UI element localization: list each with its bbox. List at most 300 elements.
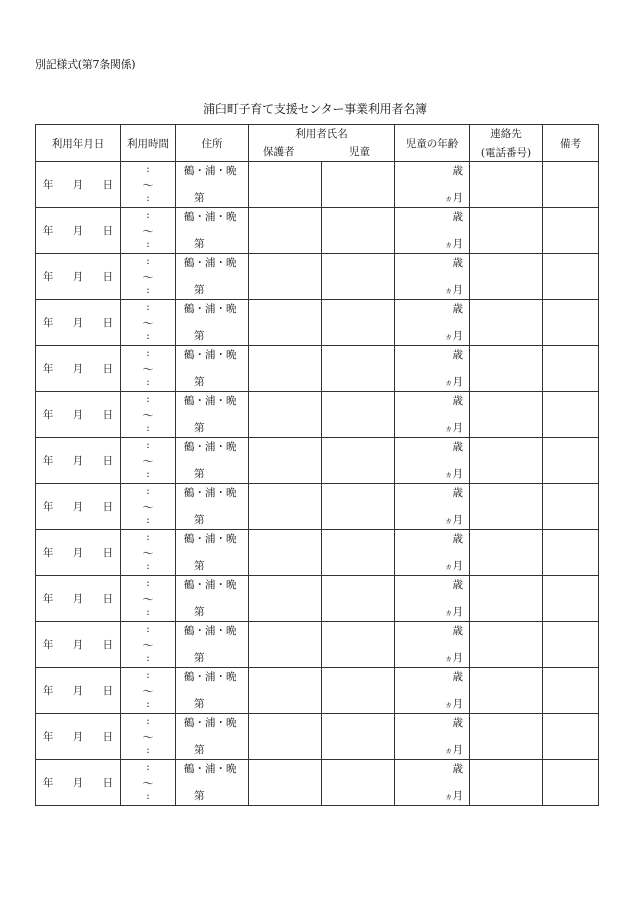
date-cell[interactable] <box>36 300 121 346</box>
month-label: 月 <box>72 777 84 789</box>
header-user-name: 利用者氏名 <box>249 125 395 142</box>
remarks-cell[interactable] <box>543 346 599 392</box>
age-cell[interactable] <box>395 484 470 530</box>
age-month-char: 月 <box>452 514 463 526</box>
address-cell[interactable] <box>176 622 249 668</box>
address-cell[interactable] <box>176 530 249 576</box>
address-number-label: 第 <box>194 468 205 480</box>
header-guardian: 保護者 <box>263 146 295 158</box>
age-months-label <box>445 604 464 619</box>
address-cell[interactable] <box>176 576 249 622</box>
age-years-label: 歳 <box>452 487 463 499</box>
day-label: 日 <box>102 685 114 697</box>
time-tilde: 〜 <box>142 179 154 192</box>
time-tilde: 〜 <box>142 271 154 284</box>
age-months-label <box>445 466 464 481</box>
time-end-colon: : <box>146 790 150 802</box>
age-cell[interactable] <box>395 392 470 438</box>
date-cell[interactable] <box>36 254 121 300</box>
age-month-char: 月 <box>452 238 463 250</box>
address-options: 鶴・浦・晩 <box>184 763 237 775</box>
time-tilde: 〜 <box>142 409 154 422</box>
address-options: 鶴・浦・晩 <box>184 211 237 223</box>
date-cell[interactable] <box>36 576 121 622</box>
time-tilde: 〜 <box>142 225 154 238</box>
age-month-char: 月 <box>452 376 463 388</box>
remarks-cell[interactable] <box>543 254 599 300</box>
contact-cell[interactable] <box>470 668 543 714</box>
register-row <box>36 760 599 806</box>
age-ka: ヵ <box>444 562 453 571</box>
time-end-colon: : <box>146 698 150 710</box>
age-ka: ヵ <box>444 608 453 617</box>
address-options: 鶴・浦・晩 <box>184 717 237 729</box>
contact-cell[interactable] <box>470 254 543 300</box>
address-number-label: 第 <box>194 284 205 296</box>
date-cell[interactable] <box>36 760 121 806</box>
year-label: 年 <box>42 731 54 743</box>
year-label: 年 <box>42 271 54 283</box>
age-years-label: 歳 <box>452 533 463 545</box>
time-cell[interactable] <box>121 162 176 208</box>
remarks-cell[interactable] <box>543 576 599 622</box>
remarks-cell[interactable] <box>543 484 599 530</box>
address-number-label: 第 <box>194 330 205 342</box>
register-row <box>36 622 599 668</box>
header-address: 住所 <box>176 125 249 162</box>
register-row <box>36 530 599 576</box>
remarks-cell[interactable] <box>543 530 599 576</box>
age-years-label: 歳 <box>452 671 463 683</box>
month-label: 月 <box>72 409 84 421</box>
age-ka: ヵ <box>444 470 453 479</box>
time-cell[interactable] <box>121 346 176 392</box>
time-cell[interactable] <box>121 438 176 484</box>
age-month-char: 月 <box>452 330 463 342</box>
address-options: 鶴・浦・晩 <box>184 533 237 545</box>
contact-cell[interactable] <box>470 346 543 392</box>
time-start-colon: : <box>146 669 150 681</box>
address-number-label: 第 <box>194 606 205 618</box>
month-label: 月 <box>72 639 84 651</box>
child-cell[interactable] <box>322 760 395 806</box>
child-cell[interactable] <box>322 300 395 346</box>
age-month-char: 月 <box>452 468 463 480</box>
age-months-label <box>445 282 464 297</box>
remarks-cell[interactable] <box>543 438 599 484</box>
month-label: 月 <box>72 685 84 697</box>
age-month-char: 月 <box>452 560 463 572</box>
time-end-colon: : <box>146 606 150 618</box>
guardian-cell[interactable] <box>249 576 322 622</box>
age-cell[interactable] <box>395 162 470 208</box>
header-child-age: 児童の年齢 <box>395 125 470 162</box>
address-number-label: 第 <box>194 422 205 434</box>
register-body <box>36 162 599 806</box>
header-name-subcells <box>249 141 395 162</box>
header-remarks: 備考 <box>543 125 599 162</box>
month-label: 月 <box>72 225 84 237</box>
address-options: 鶴・浦・晩 <box>184 625 237 637</box>
register-row <box>36 576 599 622</box>
age-months-label <box>445 788 464 803</box>
guardian-cell[interactable] <box>249 668 322 714</box>
day-label: 日 <box>102 501 114 513</box>
time-cell[interactable] <box>121 576 176 622</box>
contact-cell[interactable] <box>470 162 543 208</box>
guardian-cell[interactable] <box>249 346 322 392</box>
age-months-label <box>445 696 464 711</box>
age-years-label: 歳 <box>452 257 463 269</box>
child-cell[interactable] <box>322 162 395 208</box>
contact-cell[interactable] <box>470 714 543 760</box>
year-label: 年 <box>42 547 54 559</box>
year-label: 年 <box>42 409 54 421</box>
age-months-label <box>445 420 464 435</box>
guardian-cell[interactable] <box>249 622 322 668</box>
remarks-cell[interactable] <box>543 162 599 208</box>
time-cell[interactable] <box>121 208 176 254</box>
age-months-label <box>445 190 464 205</box>
day-label: 日 <box>102 225 114 237</box>
year-label: 年 <box>42 501 54 513</box>
age-cell[interactable] <box>395 668 470 714</box>
date-cell[interactable] <box>36 530 121 576</box>
remarks-cell[interactable] <box>543 622 599 668</box>
address-cell[interactable] <box>176 438 249 484</box>
time-start-colon: : <box>146 255 150 267</box>
child-cell[interactable] <box>322 668 395 714</box>
month-label: 月 <box>72 363 84 375</box>
day-label: 日 <box>102 777 114 789</box>
day-label: 日 <box>102 547 114 559</box>
time-end-colon: : <box>146 284 150 296</box>
time-end-colon: : <box>146 192 150 204</box>
time-start-colon: : <box>146 439 150 451</box>
day-label: 日 <box>102 731 114 743</box>
contact-cell[interactable] <box>470 300 543 346</box>
register-row <box>36 484 599 530</box>
address-options: 鶴・浦・晩 <box>184 303 237 315</box>
contact-cell[interactable] <box>470 576 543 622</box>
age-cell[interactable] <box>395 208 470 254</box>
age-ka: ヵ <box>444 792 453 801</box>
age-ka: ヵ <box>444 424 453 433</box>
time-cell[interactable] <box>121 530 176 576</box>
address-cell[interactable] <box>176 162 249 208</box>
age-months-label <box>445 558 464 573</box>
remarks-cell[interactable] <box>543 668 599 714</box>
contact-cell[interactable] <box>470 392 543 438</box>
age-years-label: 歳 <box>452 579 463 591</box>
year-label: 年 <box>42 317 54 329</box>
address-cell[interactable] <box>176 346 249 392</box>
time-end-colon: : <box>146 422 150 434</box>
year-label: 年 <box>42 363 54 375</box>
time-start-colon: : <box>146 761 150 773</box>
child-cell[interactable] <box>322 208 395 254</box>
contact-cell[interactable] <box>470 208 543 254</box>
time-end-colon: : <box>146 468 150 480</box>
date-cell[interactable] <box>36 622 121 668</box>
month-label: 月 <box>72 547 84 559</box>
remarks-cell[interactable] <box>543 208 599 254</box>
child-cell[interactable] <box>322 622 395 668</box>
time-start-colon: : <box>146 485 150 497</box>
age-cell[interactable] <box>395 576 470 622</box>
age-month-char: 月 <box>452 652 463 664</box>
day-label: 日 <box>102 409 114 421</box>
child-cell[interactable] <box>322 254 395 300</box>
form-title: 浦臼町子育て支援センター事業利用者名簿 <box>203 102 427 116</box>
date-cell[interactable] <box>36 392 121 438</box>
child-cell[interactable] <box>322 530 395 576</box>
age-cell[interactable] <box>395 760 470 806</box>
day-label: 日 <box>102 639 114 651</box>
age-cell[interactable] <box>395 714 470 760</box>
age-month-char: 月 <box>452 698 463 710</box>
time-tilde: 〜 <box>142 777 154 790</box>
address-options: 鶴・浦・晩 <box>184 487 237 499</box>
register-row <box>36 162 599 208</box>
day-label: 日 <box>102 317 114 329</box>
time-end-colon: : <box>146 330 150 342</box>
header-date: 利用年月日 <box>36 125 121 162</box>
time-tilde: 〜 <box>142 685 154 698</box>
address-options: 鶴・浦・晩 <box>184 257 237 269</box>
month-label: 月 <box>72 179 84 191</box>
month-label: 月 <box>72 731 84 743</box>
age-months-label <box>445 512 464 527</box>
month-label: 月 <box>72 271 84 283</box>
age-years-label: 歳 <box>452 763 463 775</box>
time-tilde: 〜 <box>142 455 154 468</box>
time-cell[interactable] <box>121 254 176 300</box>
child-cell[interactable] <box>322 392 395 438</box>
register-row <box>36 346 599 392</box>
age-cell[interactable] <box>395 530 470 576</box>
guardian-cell[interactable] <box>249 714 322 760</box>
header-child: 児童 <box>349 146 370 158</box>
address-number-label: 第 <box>194 698 205 710</box>
remarks-cell[interactable] <box>543 392 599 438</box>
address-cell[interactable] <box>176 668 249 714</box>
guardian-cell[interactable] <box>249 254 322 300</box>
guardian-cell[interactable] <box>249 530 322 576</box>
guardian-cell[interactable] <box>249 300 322 346</box>
time-end-colon: : <box>146 238 150 250</box>
age-years-label: 歳 <box>452 211 463 223</box>
guardian-cell[interactable] <box>249 484 322 530</box>
header-contact-label: 連絡先 <box>490 128 522 140</box>
year-label: 年 <box>42 777 54 789</box>
time-cell[interactable] <box>121 622 176 668</box>
age-months-label <box>445 236 464 251</box>
address-cell[interactable] <box>176 208 249 254</box>
guardian-cell[interactable] <box>249 438 322 484</box>
child-cell[interactable] <box>322 346 395 392</box>
year-label: 年 <box>42 179 54 191</box>
address-number-label: 第 <box>194 192 205 204</box>
address-cell[interactable] <box>176 254 249 300</box>
age-month-char: 月 <box>452 192 463 204</box>
time-start-colon: : <box>146 531 150 543</box>
address-number-label: 第 <box>194 744 205 756</box>
address-cell[interactable] <box>176 300 249 346</box>
month-label: 月 <box>72 593 84 605</box>
remarks-cell[interactable] <box>543 300 599 346</box>
age-years-label: 歳 <box>452 395 463 407</box>
age-months-label <box>445 374 464 389</box>
age-ka: ヵ <box>444 700 453 709</box>
time-tilde: 〜 <box>142 501 154 514</box>
contact-cell[interactable] <box>470 438 543 484</box>
day-label: 日 <box>102 179 114 191</box>
address-options: 鶴・浦・晩 <box>184 165 237 177</box>
age-ka: ヵ <box>444 286 453 295</box>
guardian-cell[interactable] <box>249 208 322 254</box>
age-cell[interactable] <box>395 300 470 346</box>
time-start-colon: : <box>146 393 150 405</box>
guardian-cell[interactable] <box>249 392 322 438</box>
time-cell[interactable] <box>121 760 176 806</box>
user-register-table <box>35 124 599 806</box>
address-number-label: 第 <box>194 514 205 526</box>
age-years-label: 歳 <box>452 717 463 729</box>
year-label: 年 <box>42 685 54 697</box>
guardian-cell[interactable] <box>249 162 322 208</box>
age-ka: ヵ <box>444 378 453 387</box>
time-start-colon: : <box>146 715 150 727</box>
contact-cell[interactable] <box>470 622 543 668</box>
time-start-colon: : <box>146 623 150 635</box>
month-label: 月 <box>72 317 84 329</box>
date-cell[interactable] <box>36 484 121 530</box>
day-label: 日 <box>102 271 114 283</box>
address-number-label: 第 <box>194 790 205 802</box>
address-cell[interactable] <box>176 760 249 806</box>
time-tilde: 〜 <box>142 639 154 652</box>
address-options: 鶴・浦・晩 <box>184 395 237 407</box>
time-start-colon: : <box>146 301 150 313</box>
month-label: 月 <box>72 455 84 467</box>
register-row <box>36 208 599 254</box>
time-cell[interactable] <box>121 668 176 714</box>
day-label: 日 <box>102 455 114 467</box>
age-months-label <box>445 742 464 757</box>
address-number-label: 第 <box>194 652 205 664</box>
time-tilde: 〜 <box>142 593 154 606</box>
address-number-label: 第 <box>194 376 205 388</box>
time-start-colon: : <box>146 577 150 589</box>
time-end-colon: : <box>146 376 150 388</box>
year-label: 年 <box>42 455 54 467</box>
age-cell[interactable] <box>395 346 470 392</box>
time-start-colon: : <box>146 163 150 175</box>
contact-cell[interactable] <box>470 760 543 806</box>
time-start-colon: : <box>146 209 150 221</box>
address-number-label: 第 <box>194 560 205 572</box>
age-cell[interactable] <box>395 254 470 300</box>
time-tilde: 〜 <box>142 731 154 744</box>
time-end-colon: : <box>146 560 150 572</box>
address-number-label: 第 <box>194 238 205 250</box>
address-options: 鶴・浦・晩 <box>184 441 237 453</box>
child-cell[interactable] <box>322 438 395 484</box>
address-cell[interactable] <box>176 392 249 438</box>
time-start-colon: : <box>146 347 150 359</box>
time-tilde: 〜 <box>142 547 154 560</box>
guardian-cell[interactable] <box>249 760 322 806</box>
age-cell[interactable] <box>395 438 470 484</box>
time-cell[interactable] <box>121 484 176 530</box>
register-row <box>36 668 599 714</box>
contact-cell[interactable] <box>470 484 543 530</box>
age-months-label <box>445 328 464 343</box>
remarks-cell[interactable] <box>543 760 599 806</box>
age-ka: ヵ <box>444 194 453 203</box>
address-cell[interactable] <box>176 714 249 760</box>
year-label: 年 <box>42 225 54 237</box>
header-contact-sub: (電話番号) <box>480 147 532 159</box>
address-options: 鶴・浦・晩 <box>184 671 237 683</box>
age-cell[interactable] <box>395 622 470 668</box>
time-tilde: 〜 <box>142 363 154 376</box>
register-row <box>36 714 599 760</box>
register-row <box>36 254 599 300</box>
age-years-label: 歳 <box>452 349 463 361</box>
age-years-label: 歳 <box>452 303 463 315</box>
address-cell[interactable] <box>176 484 249 530</box>
age-month-char: 月 <box>452 422 463 434</box>
date-cell[interactable] <box>36 668 121 714</box>
time-end-colon: : <box>146 744 150 756</box>
child-cell[interactable] <box>322 576 395 622</box>
date-cell[interactable] <box>36 714 121 760</box>
child-cell[interactable] <box>322 714 395 760</box>
age-ka: ヵ <box>444 240 453 249</box>
age-months-label <box>445 650 464 665</box>
date-cell[interactable] <box>36 346 121 392</box>
age-ka: ヵ <box>444 654 453 663</box>
age-month-char: 月 <box>452 606 463 618</box>
address-options: 鶴・浦・晩 <box>184 579 237 591</box>
child-cell[interactable] <box>322 484 395 530</box>
remarks-cell[interactable] <box>543 714 599 760</box>
time-end-colon: : <box>146 514 150 526</box>
contact-cell[interactable] <box>470 530 543 576</box>
date-cell[interactable] <box>36 438 121 484</box>
age-ka: ヵ <box>444 746 453 755</box>
time-cell[interactable] <box>121 300 176 346</box>
date-cell[interactable] <box>36 162 121 208</box>
time-cell[interactable] <box>121 714 176 760</box>
time-cell[interactable] <box>121 392 176 438</box>
day-label: 日 <box>102 593 114 605</box>
date-cell[interactable] <box>36 208 121 254</box>
age-month-char: 月 <box>452 284 463 296</box>
year-label: 年 <box>42 593 54 605</box>
header-contact <box>470 125 543 162</box>
age-month-char: 月 <box>452 744 463 756</box>
register-row <box>36 438 599 484</box>
age-years-label: 歳 <box>452 165 463 177</box>
form-label: 別記様式(第7条関係) <box>35 58 136 71</box>
age-month-char: 月 <box>452 790 463 802</box>
year-label: 年 <box>42 639 54 651</box>
register-row <box>36 300 599 346</box>
address-options: 鶴・浦・晩 <box>184 349 237 361</box>
